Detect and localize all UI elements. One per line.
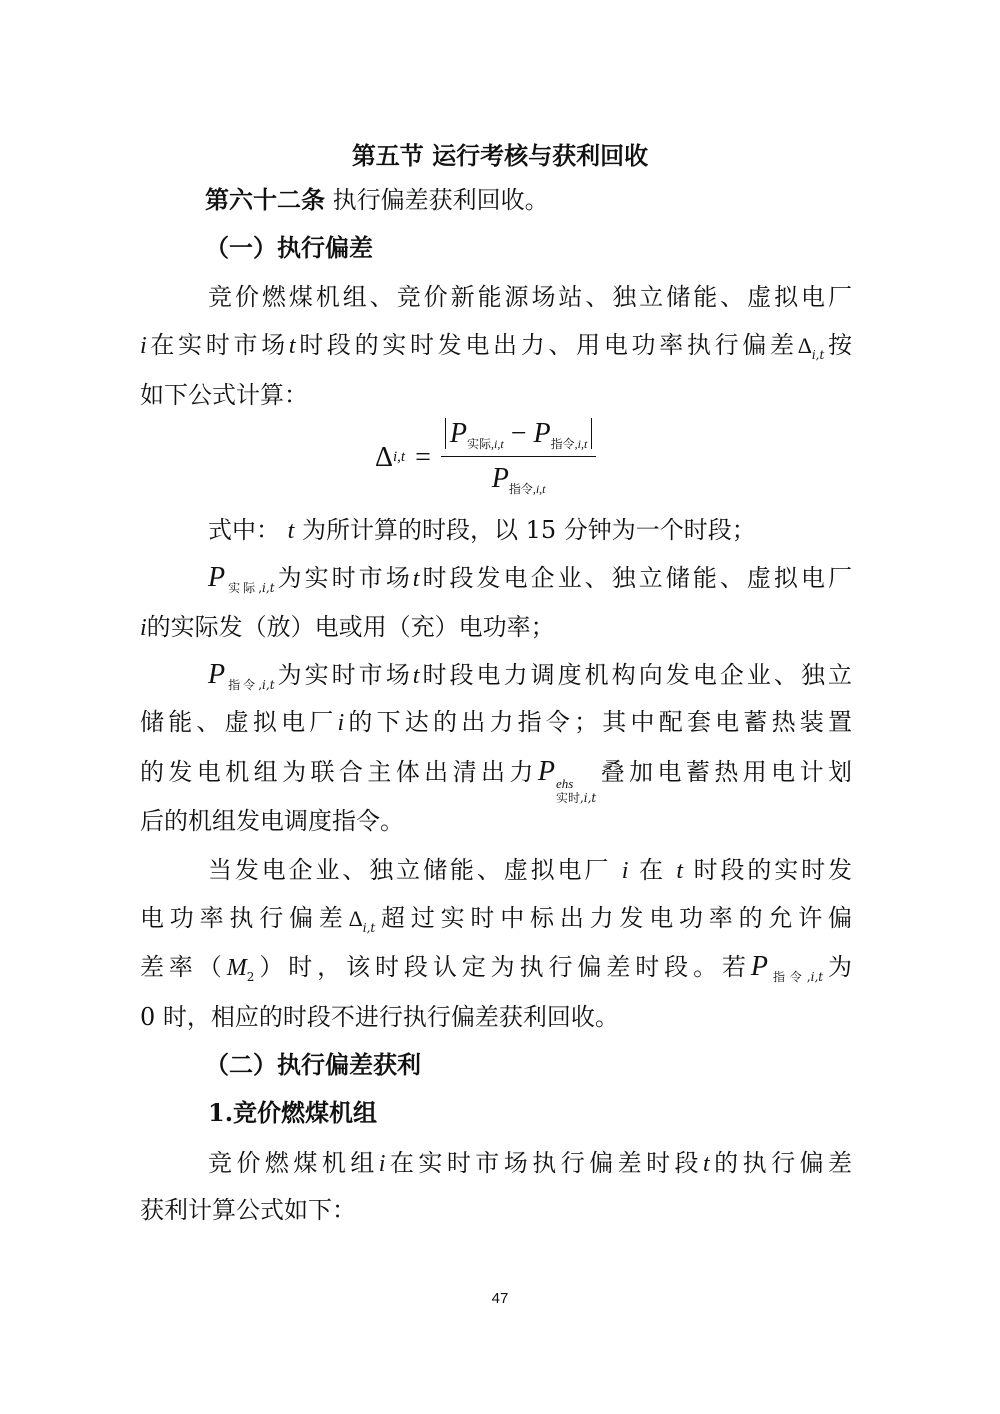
para-line: $P_{实际,i,t}$为实时市场t时段发电企业、独立储能、虚拟电厂 [208, 562, 852, 595]
subheading-deviation-profit: （二）执行偏差获利 [205, 1050, 421, 1079]
para-line: i的实际发（放）电或用（充）电功率； [140, 613, 555, 641]
para-line: 储能、虚拟电厂i的下达的出力指令；其中配套电蓄热装置 [140, 708, 853, 736]
para-line: 如下公式计算： [140, 381, 308, 409]
article-heading: 第六十二条 执行偏差获利回收。 [205, 185, 549, 214]
para-line: $P_{指令,i,t}$为实时市场t时段电力调度机构向发电企业、独立 [208, 659, 852, 692]
para-line: i在实时市场t时段的实时发电出力、用电功率执行偏差$\Delta_{i,t}$按 [140, 331, 853, 362]
subheading-execution-deviation: （一）执行偏差 [205, 233, 373, 262]
para-line: 竞价燃煤机组、竞价新能源场站、独立储能、虚拟电厂 [208, 283, 852, 311]
para-line: 电功率执行偏差$\Delta_{i,t}$超过实时中标出力发电功率的允许偏 [140, 904, 853, 935]
para-line: 竞价燃煤机组i在实时市场执行偏差时段t的执行偏差 [208, 1149, 853, 1177]
subheading-coal-units: 1.竞价燃煤机组 [208, 1098, 378, 1127]
para-line: 获利计算公式如下： [140, 1196, 356, 1224]
para-line: 的发电机组为联合主体出清出力P ehs 实时,i,t 叠加电蓄热用电计划 [140, 756, 853, 805]
para-line: 0 时，相应的时段不进行执行偏差获利回收。 [140, 1003, 619, 1031]
page-number: 47 [491, 1290, 509, 1307]
ehs-scripts: ehs 实时,i,t [555, 776, 597, 805]
para-line: 式中： t 为所计算的时段，以 15 分钟为一个时段； [208, 516, 756, 544]
para-line: 后的机组发电调度指令。 [140, 807, 404, 835]
deviation-formula: Δ i,t = $\frac{P_{实际,i,t} - P_{指令,i,t}}{P_{指令,i,t}}$ [375, 418, 596, 497]
para-line: 差率$(M_2)$时，该时段认定为执行偏差时段。若$P_{指令,i,t}$为 [140, 951, 853, 984]
section-title: 第五节 运行考核与获利回收 [351, 141, 649, 170]
para-line: 当发电企业、独立储能、虚拟电厂 i 在 t 时段的实时发 [208, 856, 852, 884]
